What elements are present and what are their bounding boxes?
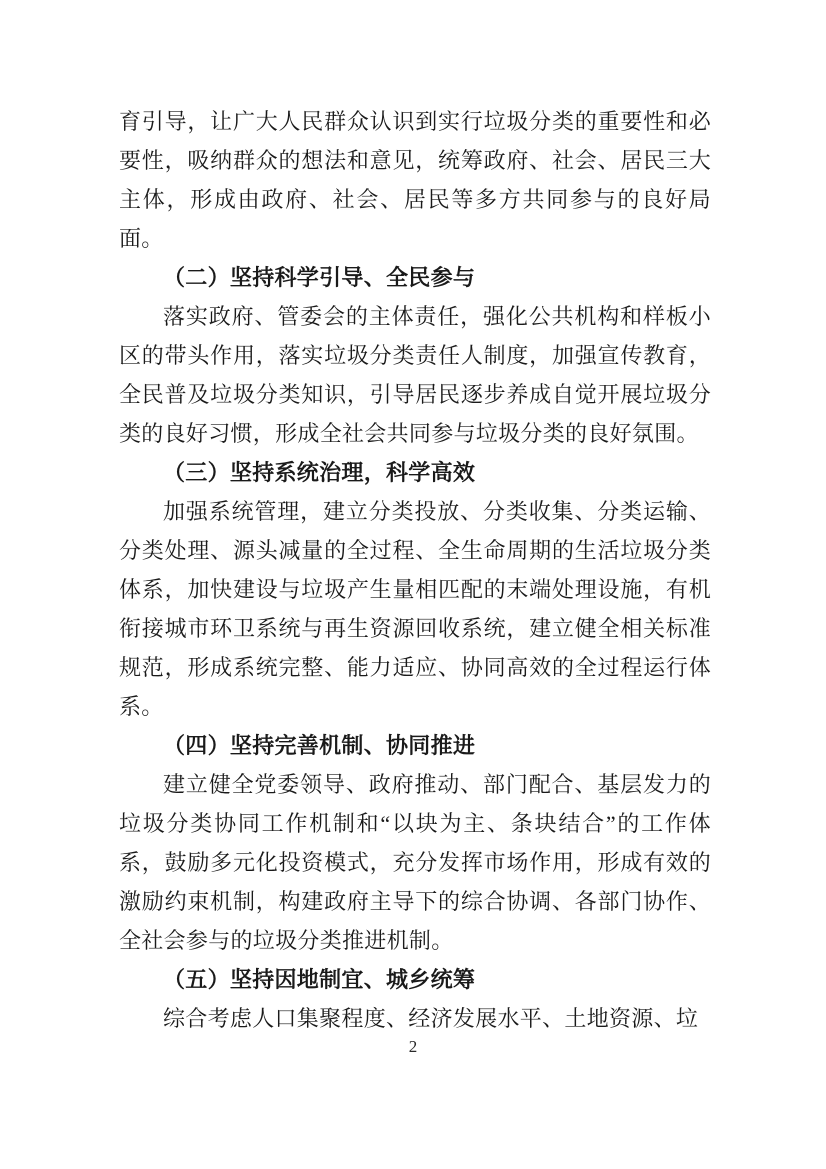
section-body-4: 建立健全党委领导、政府推动、部门配合、基层发力的垃圾分类协同工作机制和“以块为主、条块结合”的工作体系，鼓励多元化投资模式，充分发挥市场作用，形成有效的激励约束机制，构建政府主导下的综合协调、各部门协作、全社会参与的垃圾分类推进机制。 bbox=[119, 772, 711, 953]
section-heading-5: （五）坚持因地制宜、城乡统筹 bbox=[163, 967, 476, 992]
section-heading-2: （二）坚持科学引导、全民参与 bbox=[163, 265, 476, 290]
section-body-3: 加强系统管理，建立分类投放、分类收集、分类运输、分类处理、源头减量的全过程、全生命周期的生活垃圾分类体系，加快建设与垃圾产生量相匹配的末端处理设施，有机衔接城市环卫系统与再生资源回收系统，建立健全相关标准规范，形成系统完整、能力适应、协同高效的全过程运行体系。 bbox=[119, 499, 711, 719]
section-heading-3: （三）坚持系统治理，科学高效 bbox=[163, 460, 476, 485]
page-content bbox=[119, 102, 711, 1038]
section-body-2: 落实政府、管委会的主体责任，强化公共机构和样板小区的带头作用，落实垃圾分类责任人制度，加强宣传教育，全民普及垃圾分类知识，引导居民逐步养成自觉开展垃圾分类的良好习惯，形成全社会共同参与垃圾分类的良好氛围。 bbox=[119, 304, 711, 446]
section-body-5: 综合考虑人口集聚程度、经济发展水平、土地资源、垃 bbox=[163, 1006, 699, 1031]
page-number: 2 bbox=[408, 1037, 418, 1056]
paragraph-continuation: 育引导，让广大人民群众认识到实行垃圾分类的重要性和必要性，吸纳群众的想法和意见，统筹政府、社会、居民三大主体，形成由政府、社会、居民等多方共同参与的良好局面。 bbox=[119, 109, 711, 251]
section-heading-4: （四）坚持完善机制、协同推进 bbox=[163, 733, 476, 758]
